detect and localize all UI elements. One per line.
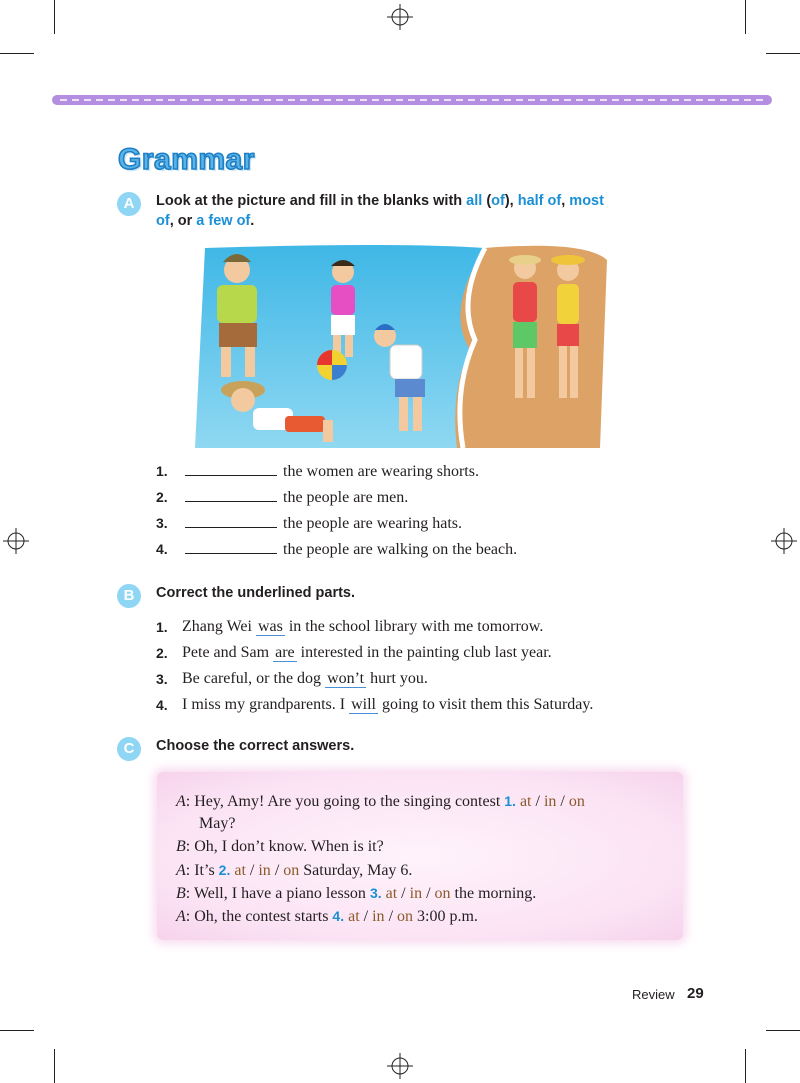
section-b-item-4: 4. I miss my grandparents. I will going to visit them this Saturday.	[156, 696, 594, 713]
section-a-item-4	[156, 539, 517, 560]
answer-blank-2[interactable]	[185, 487, 277, 502]
option-on[interactable]: on	[434, 885, 451, 902]
decorative-band	[52, 92, 772, 108]
option-in[interactable]: in	[372, 908, 385, 925]
item-number: 2.	[156, 489, 168, 505]
option-in[interactable]: in	[258, 862, 271, 879]
dialogue-line-2: B: Oh, I don’t know. When is it?	[176, 838, 384, 855]
registration-mark-left	[3, 528, 29, 554]
page-number: 29	[687, 985, 704, 1002]
section-b-instruction: Correct the underlined parts.	[156, 585, 356, 601]
underlined-word: was	[257, 618, 283, 635]
item-text: the people are wearing hats.	[283, 515, 463, 532]
option-in[interactable]: in	[543, 793, 557, 810]
dialogue-line-3: A: It’s 2. at / in / on Saturday, May 6.	[176, 862, 413, 879]
section-b-item-2: 2. Pete and Sam are interested in the painting club last year.	[156, 644, 552, 661]
item-text: the people are walking on the beach.	[283, 541, 518, 558]
registration-mark-bottom	[387, 1053, 413, 1079]
answer-blank-3[interactable]	[185, 513, 277, 528]
section-a-badge: A	[117, 192, 141, 216]
section-a-item-1	[156, 461, 479, 482]
answer-blank-4[interactable]	[185, 539, 277, 554]
section-a-item-3	[156, 513, 462, 534]
item-number: 2.	[156, 645, 168, 661]
option-at[interactable]: at	[519, 793, 532, 810]
registration-mark-top	[387, 4, 413, 30]
option-at[interactable]: at	[385, 885, 398, 902]
underlined-word: will	[351, 696, 376, 713]
page-title: Grammar	[118, 143, 255, 176]
dialogue-line-1-cont: May?	[199, 815, 236, 832]
item-text: the people are men.	[283, 489, 409, 506]
section-b-badge: B	[117, 584, 141, 608]
option-on[interactable]: on	[283, 862, 300, 879]
option-at[interactable]: at	[234, 862, 246, 879]
option-at[interactable]: at	[348, 908, 360, 925]
underlined-word: won’t	[327, 670, 365, 687]
section-a-instruction: Look at the picture and fill in the blanks with all (of), half of, most of, or a few of.	[156, 193, 604, 229]
section-b-item-3: 3. Be careful, or the dog won’t hurt you.	[156, 670, 428, 687]
underlined-word: are	[275, 644, 295, 661]
item-number: 1.	[156, 463, 168, 479]
dialogue-line-4: B: Well, I have a piano lesson 3. at / in / on the morning.	[176, 885, 537, 902]
footer-label: Review	[632, 987, 675, 1002]
item-number: 3.	[156, 671, 168, 687]
registration-mark-right	[771, 528, 797, 554]
item-number: 1.	[156, 619, 168, 635]
item-text: the women are wearing shorts.	[283, 463, 479, 480]
answer-blank-1[interactable]	[185, 461, 277, 476]
section-c-badge: C	[117, 737, 141, 761]
beach-illustration	[195, 240, 610, 448]
dialogue-line-1: A: Hey, Amy! Are you going to the singing contest 1. at / in / on	[176, 793, 585, 810]
item-number: 4.	[156, 541, 168, 557]
section-a-item-2	[156, 487, 408, 508]
option-on[interactable]: on	[568, 793, 585, 810]
section-c-instruction: Choose the correct answers.	[156, 738, 355, 754]
item-number: 4.	[156, 697, 168, 713]
item-number: 3.	[156, 515, 168, 531]
dialogue-line-5: A: Oh, the contest starts 4. at / in / on 3:00 p.m.	[176, 908, 478, 925]
option-in[interactable]: in	[409, 885, 423, 902]
section-b-item-1: 1. Zhang Wei was in the school library with me tomorrow.	[156, 618, 544, 635]
option-on[interactable]: on	[397, 908, 414, 925]
